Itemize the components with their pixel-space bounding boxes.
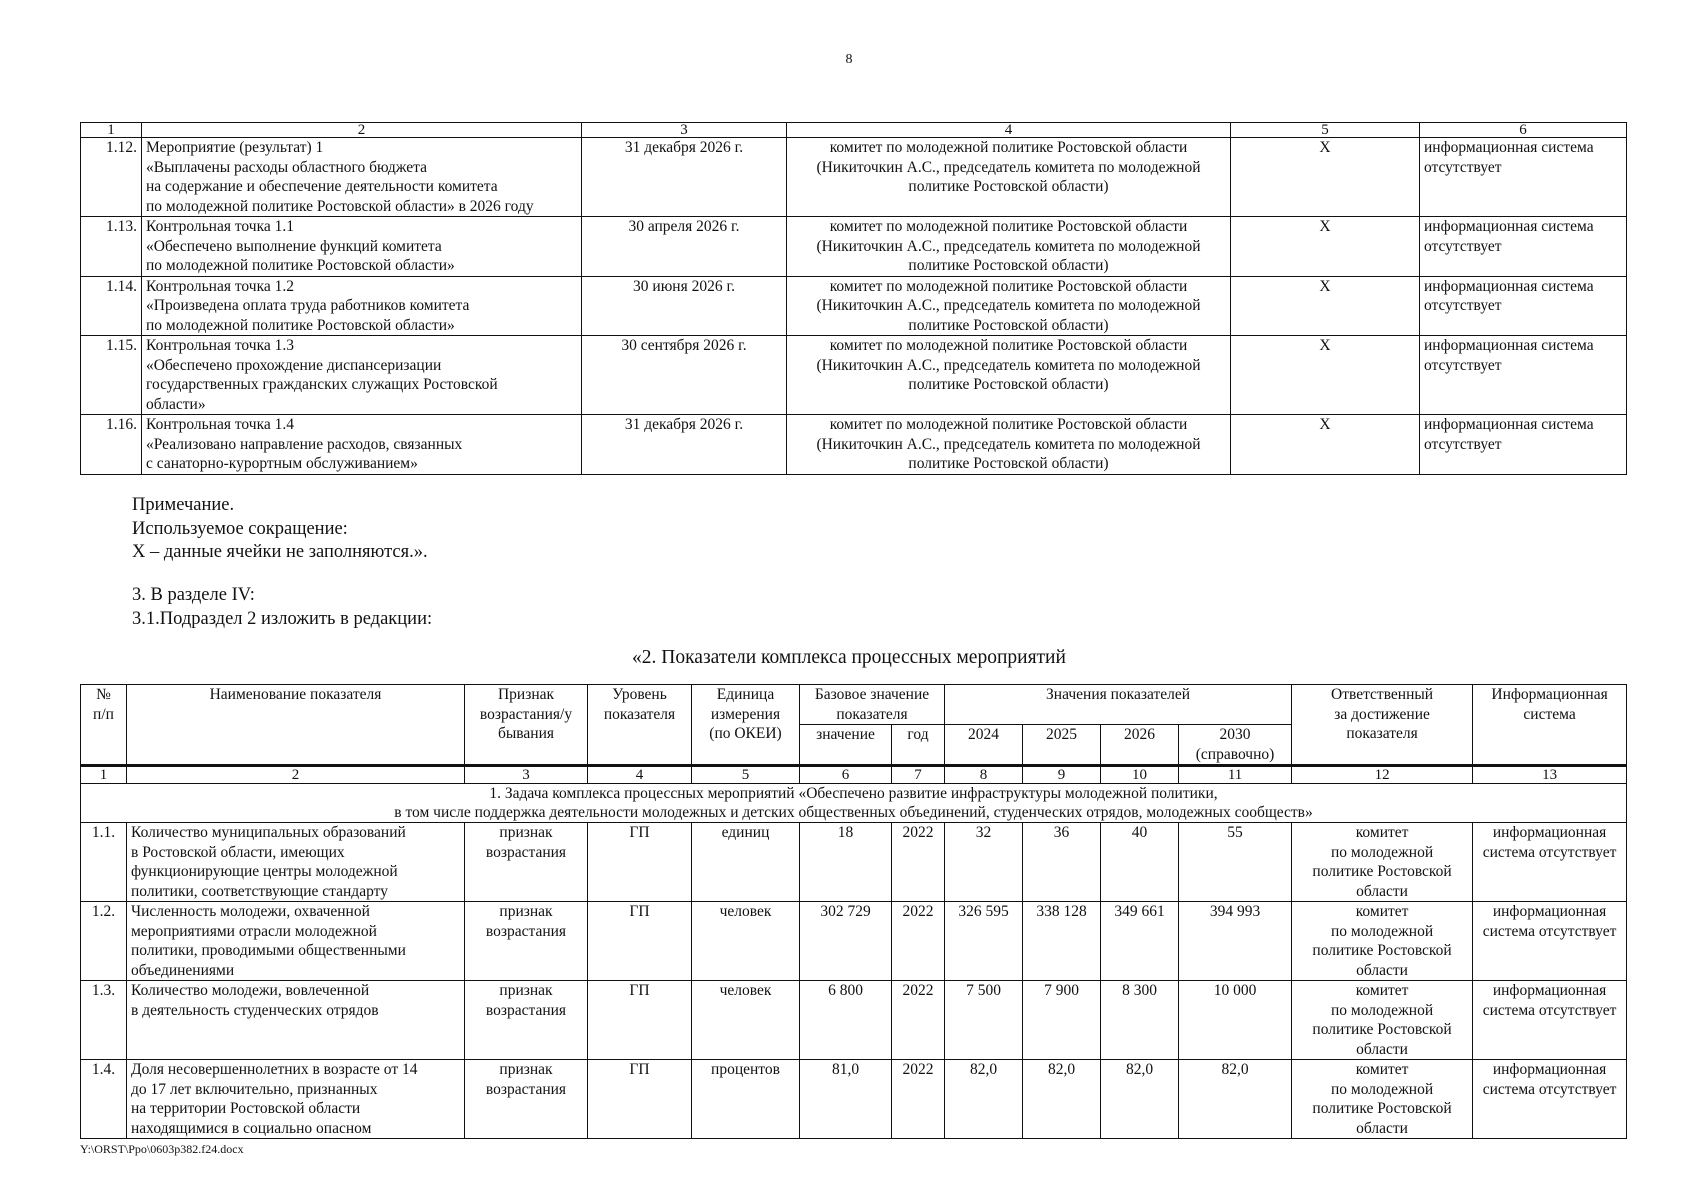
column-number: 7 [892,766,945,784]
column-number: 5 [692,766,800,784]
column-number: 5 [1231,123,1420,138]
column-number: 6 [1420,123,1627,138]
note-abbreviation: X – данные ячейки не заполняются.». [132,542,428,562]
control-points-table [80,122,1627,475]
unit-of-measure: человек [692,981,800,1060]
column-number: 8 [945,766,1023,784]
value-2026: 82,0 [1101,1060,1179,1139]
responsible-person: комитет по молодежной политике Ростовской области (Никиточкин А.С., председатель комитета по молодежной политике Ростовской области) [787,276,1231,336]
column-number: 9 [1023,766,1101,784]
table-header-row [81,123,1627,138]
table-row [81,902,1627,981]
event-name: Мероприятие (результат) 1 «Выплачены расходы областного бюджета на содержание и обеспечение деятельности комитета по молодежной политике Ростовской области» в 2026 году [142,138,582,217]
header-2030: 2030 (справочно) [1179,725,1292,766]
column-number: 2 [127,766,465,784]
information-system: информационная система отсутствует [1473,823,1627,902]
indicator-name: Численность молодежи, охваченной мероприятиями отрасли молодежной политики, проводимыми общественными объединениями [127,902,465,981]
empty-cell-mark: X [1231,276,1420,336]
value-2024: 7 500 [945,981,1023,1060]
row-number: 1.4. [81,1060,127,1139]
deadline-date: 31 декабря 2026 г. [582,138,787,217]
base-value: 81,0 [800,1060,892,1139]
event-name: Контрольная точка 1.1 «Обеспечено выполнение функций комитета по молодежной политике Ростовской области» [142,217,582,277]
empty-cell-mark: X [1231,336,1420,415]
row-number: 1.15. [81,336,142,415]
instruction-section-iv: 3. В разделе IV: [132,585,255,605]
table-row [81,217,1627,277]
page-number: 8 [845,52,853,67]
value-2025: 338 128 [1023,902,1101,981]
column-number: 6 [800,766,892,784]
task-title: 1. Задача комплекса процессных мероприятий «Обеспечено развитие инфраструктуры молодежной политики, в том числе поддержка деятельности молодежных и детских общественных объединений, студенческих отрядов, молодежных сообществ» [81,784,1627,823]
section-instructions [132,584,432,631]
responsible-person: комитет по молодежной политике Ростовской области (Никиточкин А.С., председатель комитета по молодежной политике Ростовской области) [787,138,1231,217]
indicator-level: ГП [588,981,692,1060]
value-2030: 10 000 [1179,981,1292,1060]
header-2025: 2025 [1023,725,1101,766]
instruction-subsection: 3.1.Подраздел 2 изложить в редакции: [132,608,433,629]
column-number: 4 [787,123,1231,138]
growth-sign: признак возрастания [465,902,588,981]
column-number: 4 [588,766,692,784]
value-2026: 40 [1101,823,1179,902]
growth-sign: признак возрастания [465,823,588,902]
information-system: информационная система отсутствует [1420,336,1627,415]
row-number: 1.3. [81,981,127,1060]
deadline-date: 30 апреля 2026 г. [582,217,787,277]
information-system: информационная система отсутствует [1473,981,1627,1060]
header-base-value: значение [800,725,892,766]
column-number: 3 [465,766,588,784]
note-abbreviation-label: Используемое сокращение: [132,518,348,539]
empty-cell-mark: X [1231,415,1420,475]
row-number: 1.12. [81,138,142,217]
note-title: Примечание. [132,495,235,515]
base-value: 302 729 [800,902,892,981]
column-number: 12 [1292,766,1473,784]
header-num: № п/п [81,685,127,766]
indicator-level: ГП [588,1060,692,1139]
value-2024: 82,0 [945,1060,1023,1139]
column-number: 2 [142,123,582,138]
header-system: Информационная система [1473,685,1627,766]
growth-sign: признак возрастания [465,981,588,1060]
header-values: Значения показателей [945,685,1292,725]
file-path-footer: Y:\ORST\Ppo\0603p382.f24.docx [80,1142,244,1156]
column-number: 10 [1101,766,1179,784]
header-level: Уровень показателя [588,685,692,766]
base-year: 2022 [892,823,945,902]
header-name: Наименование показателя [127,685,465,766]
unit-of-measure: человек [692,902,800,981]
row-number: 1.1. [81,823,127,902]
information-system: информационная система отсутствует [1473,1060,1627,1139]
responsible-body: комитет по молодежной политике Ростовской области [1292,1060,1473,1139]
header-sign: Признак возрастания/у бывания [465,685,588,766]
responsible-body: комитет по молодежной политике Ростовской области [1292,902,1473,981]
column-numbers-row [81,766,1627,784]
row-number: 1.13. [81,217,142,277]
indicator-level: ГП [588,823,692,902]
unit-of-measure: единиц [692,823,800,902]
indicator-level: ГП [588,902,692,981]
value-2025: 82,0 [1023,1060,1101,1139]
table-row [81,276,1627,336]
deadline-date: 30 июня 2026 г. [582,276,787,336]
table-row [81,336,1627,415]
empty-cell-mark: X [1231,217,1420,277]
value-2024: 32 [945,823,1023,902]
base-value: 6 800 [800,981,892,1060]
header-base-year: год [892,725,945,766]
task-row [81,784,1627,823]
table-row [81,138,1627,217]
value-2030: 55 [1179,823,1292,902]
section-title: «2. Показатели комплекса процессных мероприятий [632,647,1066,668]
responsible-person: комитет по молодежной политике Ростовской области (Никиточкин А.С., председатель комитета по молодежной политике Ростовской области) [787,217,1231,277]
responsible-person: комитет по молодежной политике Ростовской области (Никиточкин А.С., председатель комитета по молодежной политике Ростовской области) [787,415,1231,475]
indicator-name: Количество молодежи, вовлеченной в деятельность студенческих отрядов [127,981,465,1060]
information-system: информационная система отсутствует [1420,217,1627,277]
responsible-body: комитет по молодежной политике Ростовской области [1292,823,1473,902]
responsible-person: комитет по молодежной политике Ростовской области (Никиточкин А.С., председатель комитета по молодежной политике Ростовской области) [787,336,1231,415]
empty-cell-mark: X [1231,138,1420,217]
header-2026: 2026 [1101,725,1179,766]
information-system: информационная система отсутствует [1420,138,1627,217]
information-system: информационная система отсутствует [1420,276,1627,336]
table-row [81,1060,1627,1139]
information-system: информационная система отсутствует [1420,415,1627,475]
event-name: Контрольная точка 1.2 «Произведена оплата труда работников комитета по молодежной политике Ростовской области» [142,276,582,336]
value-2026: 349 661 [1101,902,1179,981]
value-2025: 7 900 [1023,981,1101,1060]
information-system: информационная система отсутствует [1473,902,1627,981]
column-number: 13 [1473,766,1627,784]
deadline-date: 31 декабря 2026 г. [582,415,787,475]
value-2030: 394 993 [1179,902,1292,981]
base-value: 18 [800,823,892,902]
header-responsible: Ответственный за достижение показателя [1292,685,1473,766]
table-row [81,823,1627,902]
column-number: 11 [1179,766,1292,784]
header-base: Базовое значение показателя [800,685,945,725]
responsible-body: комитет по молодежной политике Ростовской области [1292,981,1473,1060]
column-number: 1 [81,766,127,784]
table-row [81,981,1627,1060]
growth-sign: признак возрастания [465,1060,588,1139]
base-year: 2022 [892,1060,945,1139]
header-2024: 2024 [945,725,1023,766]
table-header-row [81,685,1627,725]
unit-of-measure: процентов [692,1060,800,1139]
row-number: 1.16. [81,415,142,475]
column-number: 1 [81,123,142,138]
value-2024: 326 595 [945,902,1023,981]
table-row [81,415,1627,475]
value-2025: 36 [1023,823,1101,902]
base-year: 2022 [892,902,945,981]
event-name: Контрольная точка 1.3 «Обеспечено прохождение диспансеризации государственных гражданских служащих Ростовской области» [142,336,582,415]
value-2026: 8 300 [1101,981,1179,1060]
deadline-date: 30 сентября 2026 г. [582,336,787,415]
indicator-name: Доля несовершеннолетних в возрасте от 14 до 17 лет включительно, признанных на территории Ростовской области находящимися в социально опасном [127,1060,465,1139]
event-name: Контрольная точка 1.4 «Реализовано направление расходов, связанных с санаторно-курортным обслуживанием» [142,415,582,475]
row-number: 1.2. [81,902,127,981]
note-block [132,494,428,565]
column-number: 3 [582,123,787,138]
value-2030: 82,0 [1179,1060,1292,1139]
indicators-table [80,684,1627,1139]
header-unit: Единица измерения (по ОКЕИ) [692,685,800,766]
base-year: 2022 [892,981,945,1060]
indicator-name: Количество муниципальных образований в Ростовской области, имеющих функционирующие центры молодежной политики, соответствующие стандарту [127,823,465,902]
row-number: 1.14. [81,276,142,336]
